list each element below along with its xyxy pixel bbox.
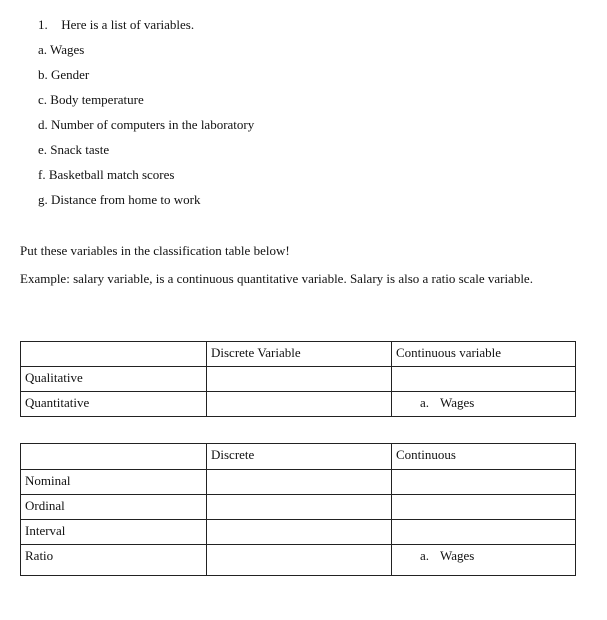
classification-table-scale [20, 443, 576, 576]
item-value: Wages [440, 395, 475, 410]
continuous-cell [392, 495, 576, 520]
row-label: Ratio [21, 545, 207, 576]
table-header-cell: Discrete [207, 444, 392, 470]
item-letter: a. [420, 548, 430, 563]
continuous-cell [392, 470, 576, 495]
continuous-cell [392, 520, 576, 545]
example-text: Example: salary variable, is a continuous quantitative variable. Salary is also a ratio scale variable. [20, 271, 533, 286]
question-text: Here is a list of variables. [61, 17, 195, 32]
continuous-cell [392, 367, 576, 392]
table-header-row [21, 444, 576, 470]
variable-list [38, 43, 254, 218]
table-header-cell: Discrete Variable [207, 342, 392, 367]
discrete-cell [207, 392, 392, 417]
discrete-cell [207, 367, 392, 392]
instruction-text: Put these variables in the classification table below! [20, 243, 290, 258]
table-header-cell [21, 444, 207, 470]
table-row [21, 392, 576, 417]
row-label: Nominal [21, 470, 207, 495]
table-row [21, 545, 576, 576]
discrete-cell [207, 470, 392, 495]
table-row [21, 520, 576, 545]
table-row [21, 495, 576, 520]
discrete-cell [207, 495, 392, 520]
table-header-cell: Continuous variable [392, 342, 576, 367]
table-header-cell: Continuous [392, 444, 576, 470]
row-label: Qualitative [21, 367, 207, 392]
variable-item: a. Wages [38, 42, 85, 57]
table-header-cell [21, 342, 207, 367]
variable-item: c. Body temperature [38, 92, 144, 107]
variable-item: d. Number of computers in the laboratory [38, 117, 255, 132]
row-label: Quantitative [21, 392, 207, 417]
classification-table-type [20, 341, 576, 417]
question-number: 1. [38, 17, 48, 32]
table-row [21, 470, 576, 495]
continuous-cell [392, 392, 576, 417]
table-row [21, 367, 576, 392]
discrete-cell [207, 520, 392, 545]
variable-item: f. Basketball match scores [38, 167, 175, 182]
variable-item: e. Snack taste [38, 142, 110, 157]
continuous-cell [392, 545, 576, 576]
item-letter: a. [420, 395, 430, 410]
discrete-cell [207, 545, 392, 576]
variable-item: b. Gender [38, 67, 90, 82]
row-label: Ordinal [21, 495, 207, 520]
row-label: Interval [21, 520, 207, 545]
item-value: Wages [440, 548, 475, 563]
table-header-row [21, 342, 576, 367]
variable-item: g. Distance from home to work [38, 192, 201, 207]
question-title [38, 17, 194, 33]
